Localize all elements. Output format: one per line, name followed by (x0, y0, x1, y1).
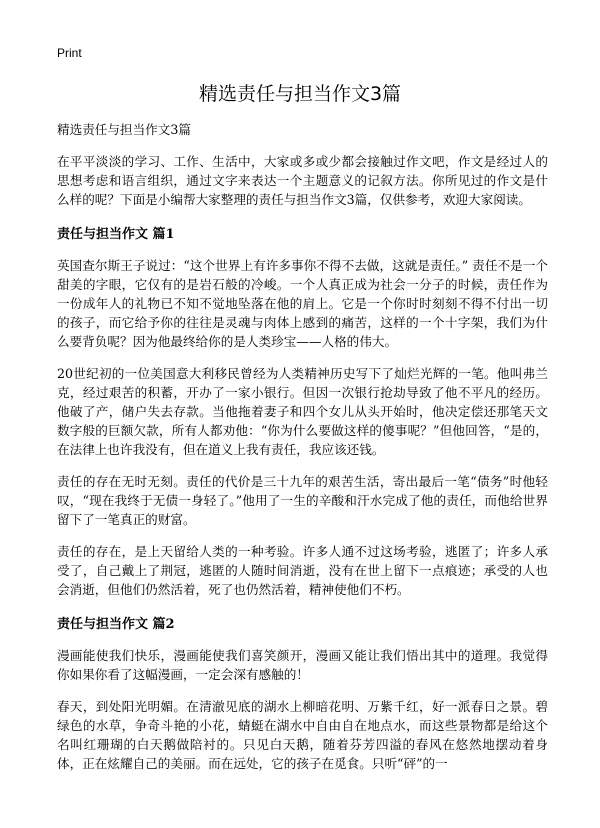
section-heading-2: 责任与担当作文 篇2 (57, 617, 175, 632)
intro-paragraph: 在平平淡淡的学习、工作、生活中，大家或多或少都会接触过作文吧，作文是经过人的思想考虑和语言组织，通过文字来表达一个主题意义的记叙方法。你所见过的作文是什么样的呢？下面是小编帮大家整理的责任与担当作文3篇，仅供参考，欢迎大家阅读。 (57, 154, 548, 207)
section1-paragraph-2: 20世纪初的一位美国意大利移民曾经为人类精神历史写下了灿烂光辉的一笔。他叫弗兰克，经过艰苦的积蓄，开办了一家小银行。但因一次银行抢劫导致了他不平凡的经历。他破了产，储户失去存款。当他拖着妻子和四个女儿从头开始时，他决定偿还那笔天文数字般的巨额欠款，所有人都劝他：“你为什么要做这样的傻事呢？”但他回答，“是的，在法律上也许我没有，但在道义上我有责任，我应该还钱。 (57, 366, 548, 457)
section1-paragraph-3: 责任的存在无时无刻。责任的代价是三十九年的艰苦生活，寄出最后一笔“债务”时他轻叹，“现在我终于无债一身轻了。”他用了一生的辛酸和汗水完成了他的责任，而他给世界留下了一笔真正的财富。 (57, 474, 548, 527)
document-title: 精选责任与担当作文3篇 (198, 83, 402, 105)
print-link[interactable]: Print (57, 46, 82, 60)
section-heading-1: 责任与担当作文 篇1 (57, 227, 175, 242)
section1-paragraph-1: 英国查尔斯王子说过：“这个世界上有许多事你不得不去做，这就是责任。” 责任不是一个甜美的字眼，它仅有的是岩石般的冷峻。一个人真正成为社会一分子的时候，责任作为一份成年人的礼物已不知不觉地坠落在他的肩上。它是一个你时时刻刻不得不付出一切的孩子，而它给予你的往往是灵魂与肉体上感到的痛苦，这样的一个十字架，我们为什么要背负呢？因为他最终给你的是人类珍宝——人格的伟大。 (57, 258, 548, 349)
section2-paragraph-1: 漫画能使我们快乐，漫画能使我们喜笑颜开，漫画又能让我们悟出其中的道理。我觉得你如果你看了这幅漫画，一定会深有感触的！ (57, 648, 548, 682)
article-subtitle: 精选责任与担当作文3篇 (57, 122, 191, 137)
section2-paragraph-2: 春天，到处阳光明媚。在清澈见底的湖水上柳暗花明、万紫千红，好一派春日之景。碧绿色的水草，争奇斗艳的小花，蜻蜓在湖水中自由自在地点水，而这些景物都是给这个名叫红珊瑚的白天鹅做陪衬的。只见白天鹅，随着芬芳四溢的春风在悠然地摆动着身体，正在炫耀自己的美丽。而在远处，它的孩子在觅食。只听“砰”的一 (57, 699, 548, 771)
article-body (57, 120, 548, 786)
section1-paragraph-4: 责任的存在，是上天留给人类的一种考验。许多人通不过这场考验，逃匿了；许多人承受了，自己戴上了荆冠，逃匿的人随时间消逝，没有在世上留下一点痕迹；承受的人也会消逝，但他们仍然活着，死了也仍然活着，精神使他们不朽。 (57, 544, 548, 597)
